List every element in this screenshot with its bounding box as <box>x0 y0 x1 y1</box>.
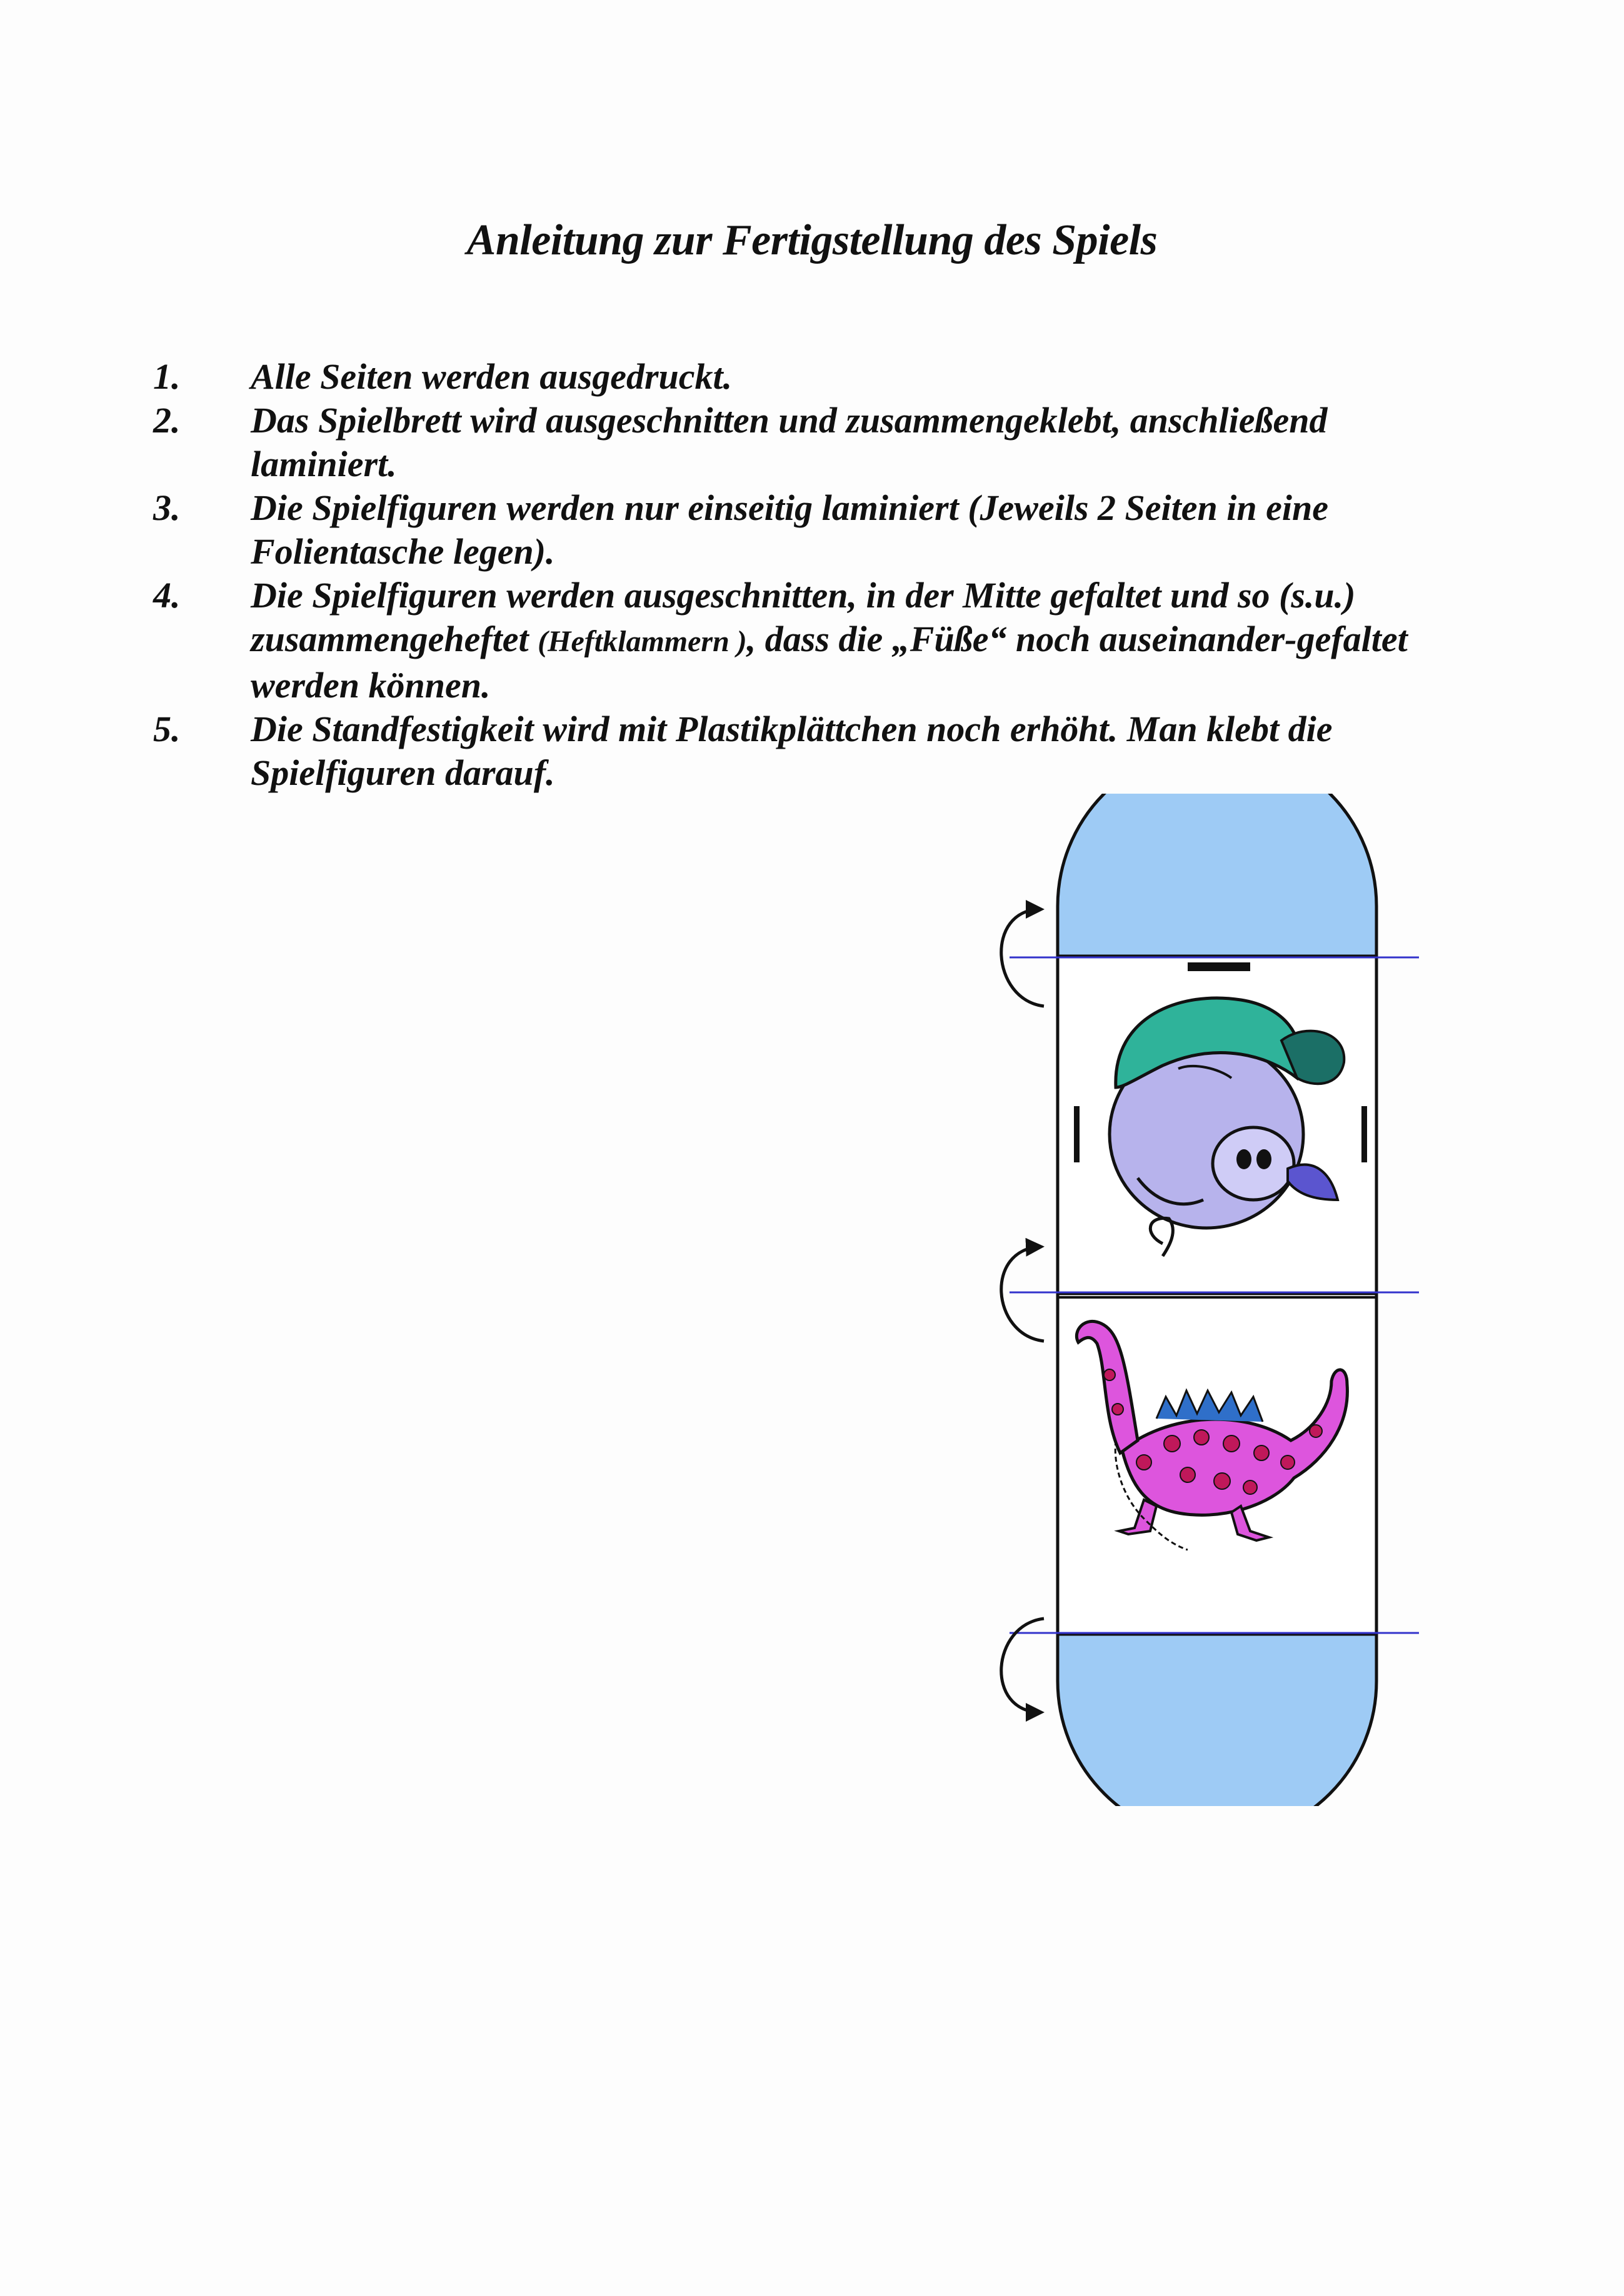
step-number: 2. <box>153 400 181 441</box>
step-number: 4. <box>153 575 181 616</box>
step-text: Die Standfestigkeit wird mit Plastikplättchen noch erhöht. Man klebt die Spielfiguren darauf. <box>251 709 1333 793</box>
top-foot <box>1058 794 1376 956</box>
step-text-small: (Heftklammern ) <box>538 625 747 658</box>
page-title: Anleitung zur Fertigstellung des Spiels <box>466 216 1158 264</box>
instruction-step-3 <box>153 486 1460 574</box>
step-text-part: Die Spielfiguren werden ausgeschnitten, in der Mitte gefaltet und so (s.u.) zusammengeheftet <box>251 575 1356 659</box>
step-number: 3. <box>153 487 181 528</box>
staple-mark-right <box>1361 1106 1367 1162</box>
fold-arrow-middle <box>1001 1247 1044 1341</box>
step-text-part: , dass die „Füße“ noch auseinander-gefaltet werden können. <box>251 619 1408 706</box>
step-text: Alle Seiten werden ausgedruckt. <box>251 356 733 397</box>
bottom-foot <box>1058 1634 1376 1806</box>
instruction-step-2 <box>153 399 1460 486</box>
step-text <box>251 574 1460 707</box>
instruction-step-1 <box>153 355 1460 399</box>
step-text: Das Spielbrett wird ausgeschnitten und zusammengeklebt, anschließend laminiert. <box>251 400 1328 484</box>
step-number: 1. <box>153 356 181 397</box>
staple-mark-left <box>1074 1106 1080 1162</box>
instruction-step-5 <box>153 707 1460 795</box>
step-number: 5. <box>153 709 181 749</box>
instruction-list <box>153 355 1460 795</box>
instruction-step-4 <box>153 574 1460 707</box>
staple-mark-top <box>1188 962 1250 971</box>
step-text: Die Spielfiguren werden nur einseitig laminiert (Jeweils 2 Seiten in eine Folientasche legen). <box>251 487 1328 572</box>
figure-folding-diagram <box>956 794 1431 1806</box>
